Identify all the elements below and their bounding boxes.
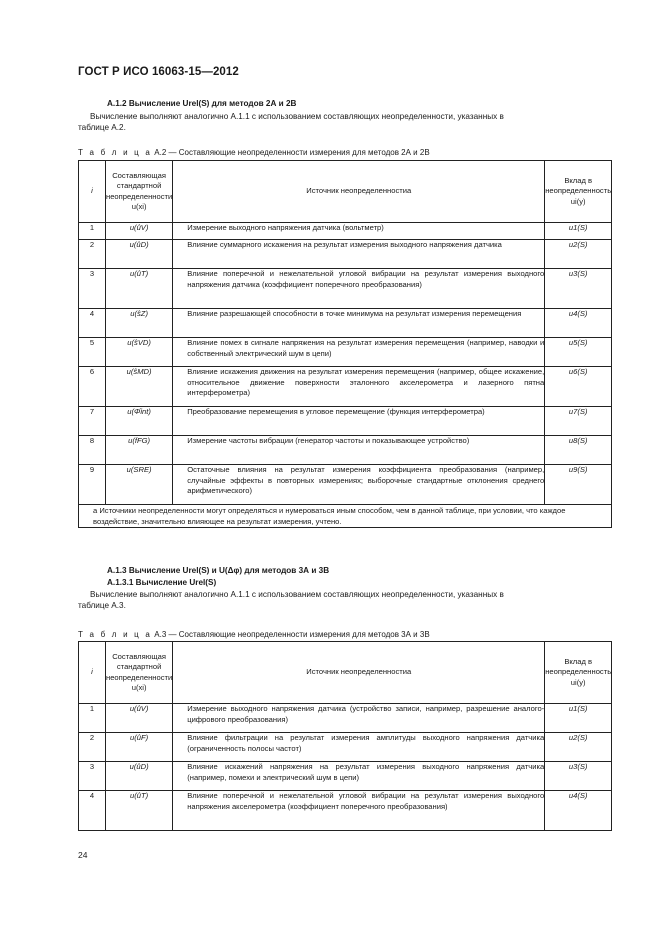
table-a3-caption xyxy=(78,630,430,639)
table-a3-header-contribution: Вклад в неопределенность ui(y) xyxy=(545,642,612,704)
row-component: u(ûV) xyxy=(106,704,173,733)
row-source-text: Влияние поперечной и нежелательной угловой вибрации на результат измерения выходного напряжения датчика (коэффициент поперечного преобразования) xyxy=(187,269,545,289)
table-row xyxy=(79,733,612,762)
section-a13-line1: Вычисление выполняют аналогично А.1.1 с использованием составляющих неопределенности, указанных в xyxy=(90,590,504,599)
table-row xyxy=(79,269,612,309)
row-source xyxy=(173,465,545,505)
table-row xyxy=(79,791,612,831)
table-row xyxy=(79,223,612,240)
row-contribution: u1(S) xyxy=(545,704,612,733)
row-index: 3 xyxy=(79,269,106,309)
table-a2-header-u: Составляющая стандартной неопределенности u(xi) xyxy=(106,161,173,223)
table-row xyxy=(79,704,612,733)
row-source xyxy=(173,762,545,791)
row-component: u(ŝZ) xyxy=(106,309,173,338)
table-row xyxy=(79,762,612,791)
section-a12-heading: А.1.2 Вычисление Urel(S) для методов 2А и 2В xyxy=(107,99,297,108)
section-a12-line1: Вычисление выполняют аналогично А.1.1 с использованием составляющих неопределенности, указанных в xyxy=(90,112,504,121)
table-row xyxy=(79,338,612,367)
row-source xyxy=(173,791,545,831)
row-source-text: Измерение частоты вибрации (генератор частоты и показывающее устройство) xyxy=(187,436,470,445)
table-a2-caption xyxy=(78,148,430,157)
row-index: 9 xyxy=(79,465,106,505)
table-a3-header-u: Составляющая стандартной неопределенности u(xi) xyxy=(106,642,173,704)
row-index: 2 xyxy=(79,733,106,762)
row-source xyxy=(173,309,545,338)
row-source xyxy=(173,367,545,407)
table-a3-header-source: Источник неопределенностиa xyxy=(173,642,545,704)
table-a2-footnote xyxy=(79,505,612,528)
row-index: 2 xyxy=(79,240,106,269)
row-component: u(SRE) xyxy=(106,465,173,505)
row-component: u(fFG) xyxy=(106,436,173,465)
table-row xyxy=(79,465,612,505)
row-index: 4 xyxy=(79,309,106,338)
row-contribution: u2(S) xyxy=(545,733,612,762)
row-source xyxy=(173,269,545,309)
row-index: 4 xyxy=(79,791,106,831)
table-row xyxy=(79,367,612,407)
row-source xyxy=(173,704,545,733)
row-source-text: Влияние суммарного искажения на результат измерения выходного напряжения датчика xyxy=(187,240,502,249)
row-source xyxy=(173,338,545,367)
table-a2-footnote-text: a Источники неопределенности могут определяться и нумероваться иным способом, чем в данной таблице, при условии, что каждое воздействие, значительно влияющее на результат измерения, учтено. xyxy=(93,506,566,526)
table-row xyxy=(79,309,612,338)
row-source-text: Влияние искажений напряжения на результат измерения выходного напряжения датчика (например, помехи и электрический шум в цепи) xyxy=(187,762,545,782)
row-component: u(ŝMD) xyxy=(106,367,173,407)
row-component: u(ûD) xyxy=(106,240,173,269)
row-component: u(ûT) xyxy=(106,269,173,309)
table-a2-header-source: Источник неопределенностиa xyxy=(173,161,545,223)
row-contribution: u9(S) xyxy=(545,465,612,505)
section-a13-line2: таблице А.3. xyxy=(78,601,126,610)
row-contribution: u8(S) xyxy=(545,436,612,465)
table-a2-caption-text: А.2 — Составляющие неопределенности измерения для методов 2А и 2В xyxy=(154,148,430,157)
document-title: ГОСТ Р ИСО 16063-15—2012 xyxy=(78,66,239,78)
row-contribution: u5(S) xyxy=(545,338,612,367)
row-index: 8 xyxy=(79,436,106,465)
row-contribution: u6(S) xyxy=(545,367,612,407)
table-a2 xyxy=(78,160,612,528)
table-row xyxy=(79,436,612,465)
row-component: u(ûD) xyxy=(106,762,173,791)
row-component: u(ûT) xyxy=(106,791,173,831)
table-a3-header-i: i xyxy=(79,642,106,704)
row-component: u(ûF) xyxy=(106,733,173,762)
row-source xyxy=(173,407,545,436)
row-index: 6 xyxy=(79,367,106,407)
row-component: u(Φ̂int) xyxy=(106,407,173,436)
table-a2-header-i: i xyxy=(79,161,106,223)
row-source xyxy=(173,733,545,762)
row-source-text: Влияние искажения движения на результат измерения перемещения (например, общее искажение, относительное движение поверхности эталонного акселерометра и лазерного пятна интерферометра) xyxy=(187,367,545,397)
row-component: u(ŝVD) xyxy=(106,338,173,367)
page-number: 24 xyxy=(78,850,88,860)
row-source-text: Измерение выходного напряжения датчика (вольтметр) xyxy=(187,223,384,232)
row-source-text: Влияние помех в сигнале напряжения на результат измерения перемещения (например, наводки и собственный электрический шум в цепи) xyxy=(187,338,545,358)
row-index: 1 xyxy=(79,704,106,733)
row-index: 7 xyxy=(79,407,106,436)
section-a131-heading: А.1.3.1 Вычисление Urel(S) xyxy=(107,578,217,587)
row-index: 5 xyxy=(79,338,106,367)
section-a12-line2: таблице А.2. xyxy=(78,123,126,132)
section-a13-paragraph xyxy=(78,589,504,611)
section-a13-heading: А.1.3 Вычисление Urel(S) и U(Δφ) для методов 3А и 3В xyxy=(107,566,330,575)
row-source-text: Влияние фильтрации на результат измерения амплитуды выходного напряжения датчика (ограниченность полосы частот) xyxy=(187,733,545,753)
table-row xyxy=(79,240,612,269)
row-contribution: u1(S) xyxy=(545,223,612,240)
row-index: 1 xyxy=(79,223,106,240)
row-contribution: u7(S) xyxy=(545,407,612,436)
table-a3-caption-text: А.3 — Составляющие неопределенности измерения для методов 3А и 3В xyxy=(154,630,430,639)
table-a3-caption-prefix: Т а б л и ц а xyxy=(78,630,153,639)
row-contribution: u3(S) xyxy=(545,269,612,309)
row-source-text: Влияние поперечной и нежелательной угловой вибрации на результат измерения выходного напряжения акселерометра (коэффициент поперечного преобразования) xyxy=(187,791,545,811)
table-footnote-row xyxy=(79,505,612,528)
row-source xyxy=(173,223,545,240)
table-a2-caption-prefix: Т а б л и ц а xyxy=(78,148,153,157)
table-a3 xyxy=(78,641,612,831)
row-source-text: Влияние разрешающей способности в точке минимума на результат измерения перемещения xyxy=(187,309,522,318)
row-contribution: u4(S) xyxy=(545,791,612,831)
row-source xyxy=(173,436,545,465)
row-contribution: u4(S) xyxy=(545,309,612,338)
row-source xyxy=(173,240,545,269)
row-source-text: Измерение выходного напряжения датчика (устройство записи, например, разрешение аналого-цифрового преобразования) xyxy=(187,704,545,724)
table-row xyxy=(79,407,612,436)
section-a12-paragraph xyxy=(78,111,504,133)
row-index: 3 xyxy=(79,762,106,791)
row-component: u(ûV) xyxy=(106,223,173,240)
table-a2-header-contribution: Вклад в неопределенность ui(y) xyxy=(545,161,612,223)
row-contribution: u3(S) xyxy=(545,762,612,791)
row-source-text: Преобразование перемещения в угловое перемещение (функция интерферометра) xyxy=(187,407,485,416)
row-source-text: Остаточные влияния на результат измерения коэффициента преобразования (например, случайные эффекты в повторных измерениях; выборочные стандартные отклонения среднего арифметического) xyxy=(187,465,545,495)
row-contribution: u2(S) xyxy=(545,240,612,269)
